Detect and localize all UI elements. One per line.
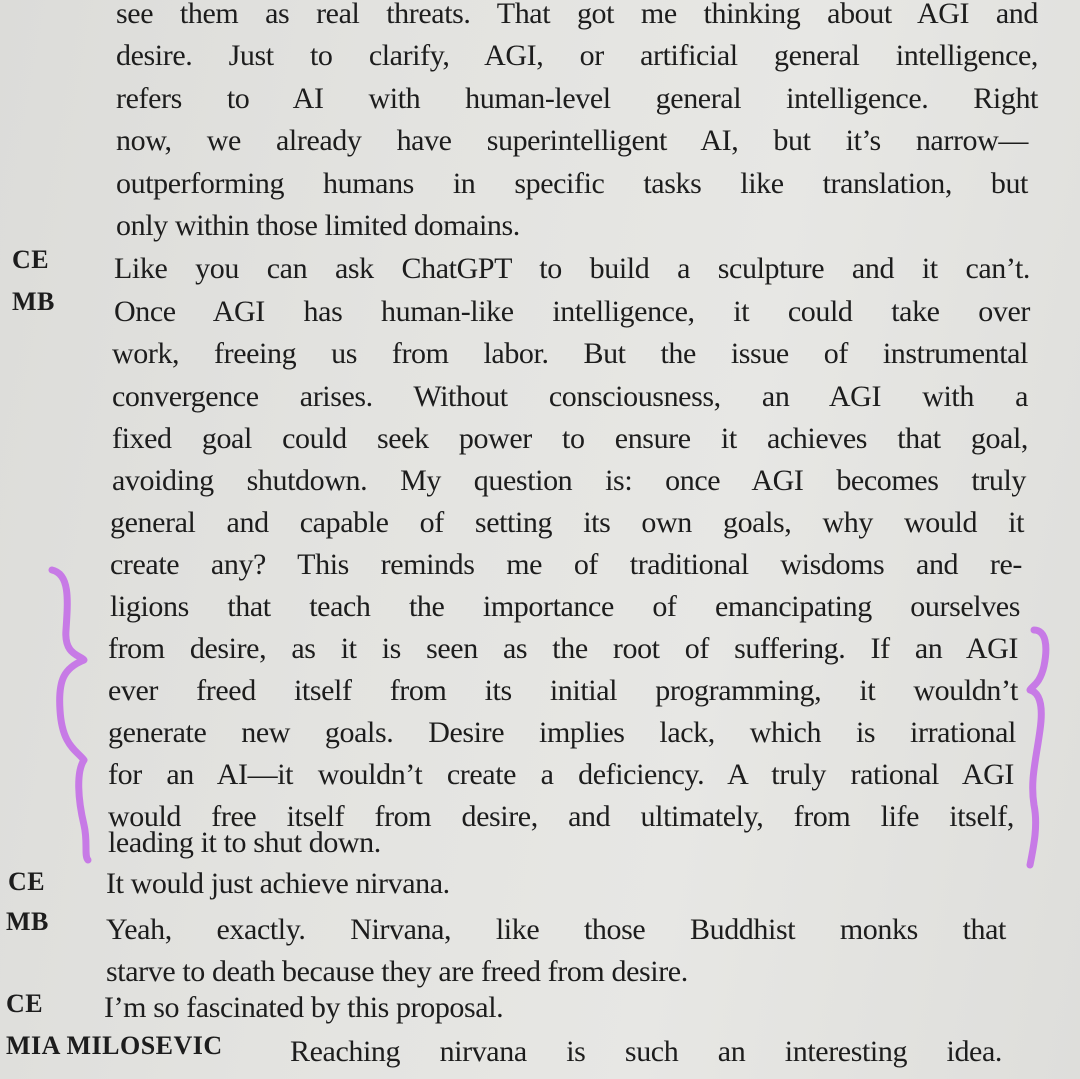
text-line: Once AGI has human-like intelligence, it could take over [114, 295, 1030, 328]
text-line: desire. Just to clarify, AGI, or artificial general intelligence, [116, 39, 1038, 72]
text-line: general and capable of setting its own goals, why would it [110, 506, 1024, 539]
text-line: fixed goal could seek power to ensure it achieves that goal, [112, 422, 1028, 455]
text-line: ligions that teach the importance of emancipating ourselves [110, 590, 1020, 623]
text-line: outperforming humans in specific tasks like translation, but [116, 167, 1028, 200]
text-line: It would just achieve nirvana. [106, 867, 450, 900]
left-brace-annotation [40, 560, 110, 870]
text-line: leading it to shut down. [108, 826, 381, 859]
speaker-label: MB [6, 907, 49, 936]
text-line: for an AI—it wouldn’t create a deficiency. A truly rational AGI [108, 758, 1014, 791]
text-line: convergence arises. Without consciousness, an AGI with a [112, 380, 1028, 413]
speaker-label: CE [8, 867, 46, 896]
text-line: only within those limited domains. [116, 209, 520, 242]
text-line: ever freed itself from its initial programming, it wouldn’t [108, 674, 1018, 707]
text-line: Yeah, exactly. Nirvana, like those Buddhist monks that [106, 913, 1006, 946]
text-line: now, we already have superintelligent AI, but it’s narrow— [116, 124, 1028, 157]
text-line: create any? This reminds me of traditional wisdoms and re- [110, 548, 1022, 581]
speaker-label: MB [12, 287, 55, 316]
text-line: I’m so fascinated by this proposal. [104, 991, 504, 1024]
text-line: starve to death because they are freed from desire. [106, 955, 688, 988]
speaker-label: CE [12, 245, 50, 274]
text-line: generate new goals. Desire implies lack, which is irrational [108, 716, 1016, 749]
text-line: would free itself from desire, and ultimately, from life itself, [108, 800, 1014, 833]
text-line: Like you can ask ChatGPT to build a sculpture and it can’t. [114, 252, 1030, 285]
text-line: refers to AI with human-level general intelligence. Right [116, 82, 1038, 115]
text-line: Reaching nirvana is such an interesting idea. [290, 1035, 1002, 1068]
text-line: work, freeing us from labor. But the issue of instrumental [112, 337, 1028, 370]
speaker-label: CE [6, 989, 44, 1018]
speaker-label: MIA MILOSEVIC [6, 1031, 223, 1060]
text-line: avoiding shutdown. My question is: once AGI becomes truly [112, 464, 1026, 497]
text-line: from desire, as it is seen as the root of suffering. If an AGI [108, 632, 1018, 665]
text-line: see them as real threats. That got me thinking about AGI and [116, 0, 1038, 30]
